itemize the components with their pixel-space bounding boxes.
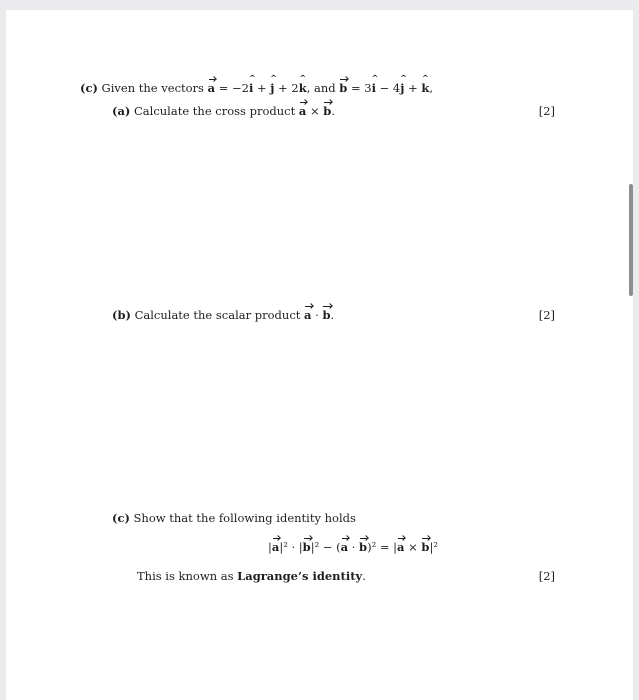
part-b-question [112,308,334,322]
lagrange-identity-equation: |a|² · |b|² − (a · b)² = |a × b|² [268,540,438,554]
question-label: (c) [80,81,98,95]
vector-a-definition: a = −2i ^ + j ^ + 2k ^, [208,81,311,95]
part-b-text: Calculate the scalar product [134,308,301,322]
part-a-marks: [2] [538,104,555,118]
vector-b-definition: b = 3i ^ − 4j ^ + k ^, [339,81,433,95]
part-a-expression: a × b. [298,104,335,118]
vertical-scrollbar[interactable] [629,184,633,296]
identity-note-text: This is known as [137,569,234,583]
and-text: and [314,81,336,95]
identity-note-end: . [362,569,366,583]
identity-name: Lagrange’s identity [237,569,363,583]
part-b-marks: [2] [538,308,555,322]
document-page [6,10,633,700]
part-b-label: (b) [112,308,131,322]
part-c-text: Show that the following identity holds [133,511,356,525]
question-intro-text: Given the vectors [101,81,204,95]
part-a-question [112,104,335,118]
part-c-question [112,511,356,525]
part-a-label: (a) [112,104,131,118]
question-intro [80,81,433,95]
part-b-expression: a · b. [304,308,335,322]
part-c-label: (c) [112,511,130,525]
part-a-text: Calculate the cross product [134,104,296,118]
part-c-marks: [2] [538,569,555,583]
identity-note [137,569,366,583]
